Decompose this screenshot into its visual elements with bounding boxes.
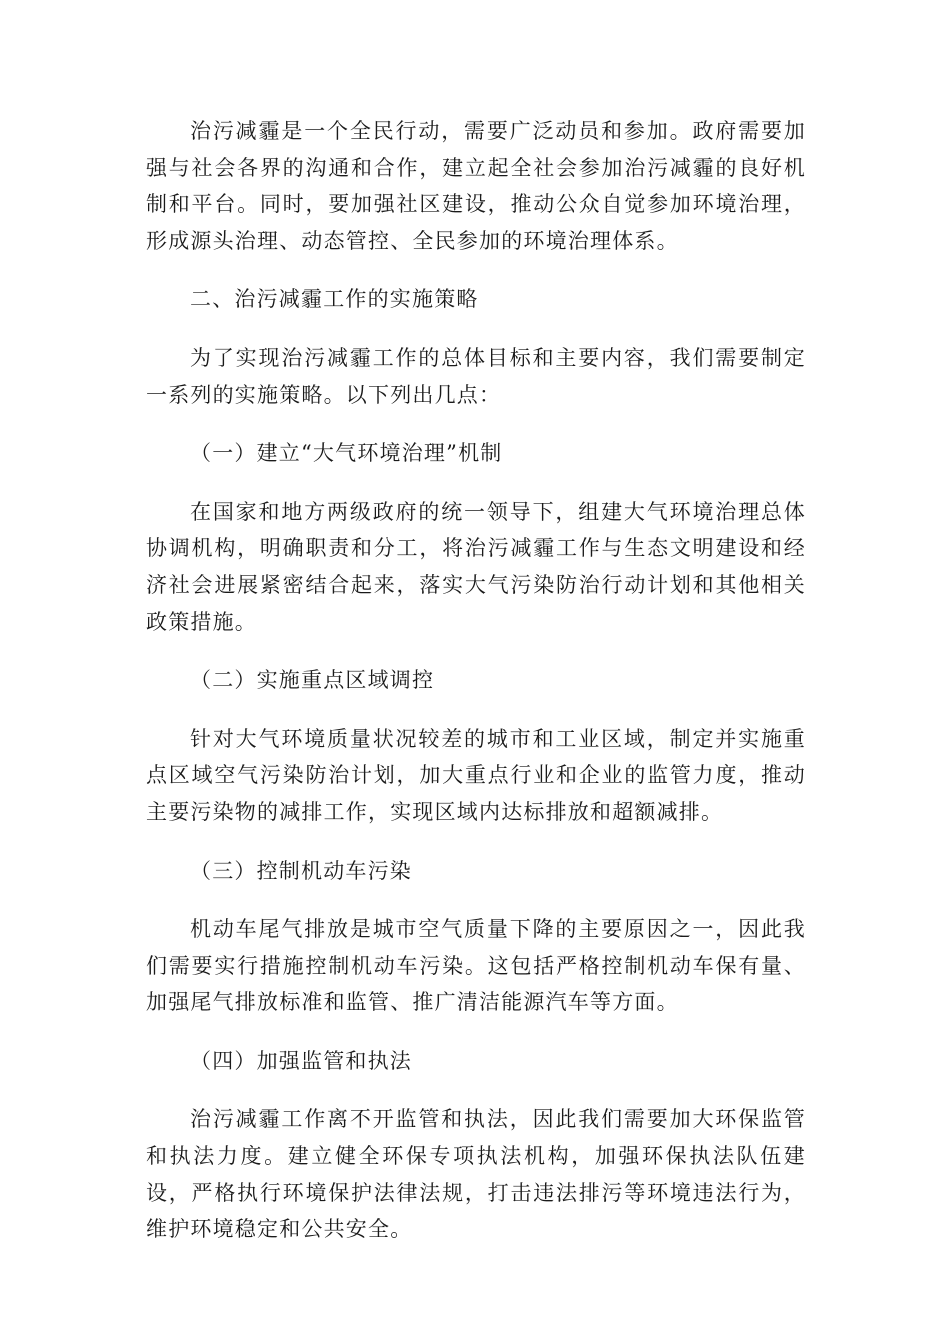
subsection-heading: （一）建立“大气环境治理”机制 [190,441,503,466]
subsection-heading: （四）加强监管和执法 [190,1048,412,1073]
document-body [146,113,806,1248]
paragraph: 针对大气环境质量状况较差的城市和工业区域，制定并实施重点区域空气污染防治计划，加大重点行业和企业的监管力度，推动主要污染物的减排工作，实现区域内达标排放和超额减排。 [146,726,806,824]
subsection-heading: （三）控制机动车污染 [190,858,412,883]
paragraph: 治污减霾是一个全民行动，需要广泛动员和参加。政府需要加强与社会各界的沟通和合作，建立起全社会参加治污减霾的良好机制和平台。同时，要加强社区建设，推动公众自觉参加环境治理，形成源头治理、动态管控、全民参加的环境治理体系。 [146,119,806,253]
paragraph: 机动车尾气排放是城市空气质量下降的主要原因之一，因此我们需要实行措施控制机动车污染。这包括严格控制机动车保有量、加强尾气排放标准和监管、推广清洁能源汽车等方面。 [146,917,806,1015]
subsection-heading: （二）实施重点区域调控 [190,668,435,693]
paragraph: 治污减霾工作离不开监管和执法，因此我们需要加大环保监管和执法力度。建立健全环保专项执法机构，加强环保执法队伍建设，严格执行环境保护法律法规，打击违法排污等环境违法行为，维护环境稳定和公共安全。 [146,1107,806,1242]
paragraph: 为了实现治污减霾工作的总体目标和主要内容，我们需要制定一系列的实施策略。以下列出几点： [146,345,806,407]
section-heading: 二、治污减霾工作的实施策略 [190,287,479,312]
paragraph: 在国家和地方两级政府的统一领导下，组建大气环境治理总体协调机构，明确职责和分工，将治污减霾工作与生态文明建设和经济社会进展紧密结合起来，落实大气污染防治行动计划和其他相关政策措施。 [146,499,806,634]
